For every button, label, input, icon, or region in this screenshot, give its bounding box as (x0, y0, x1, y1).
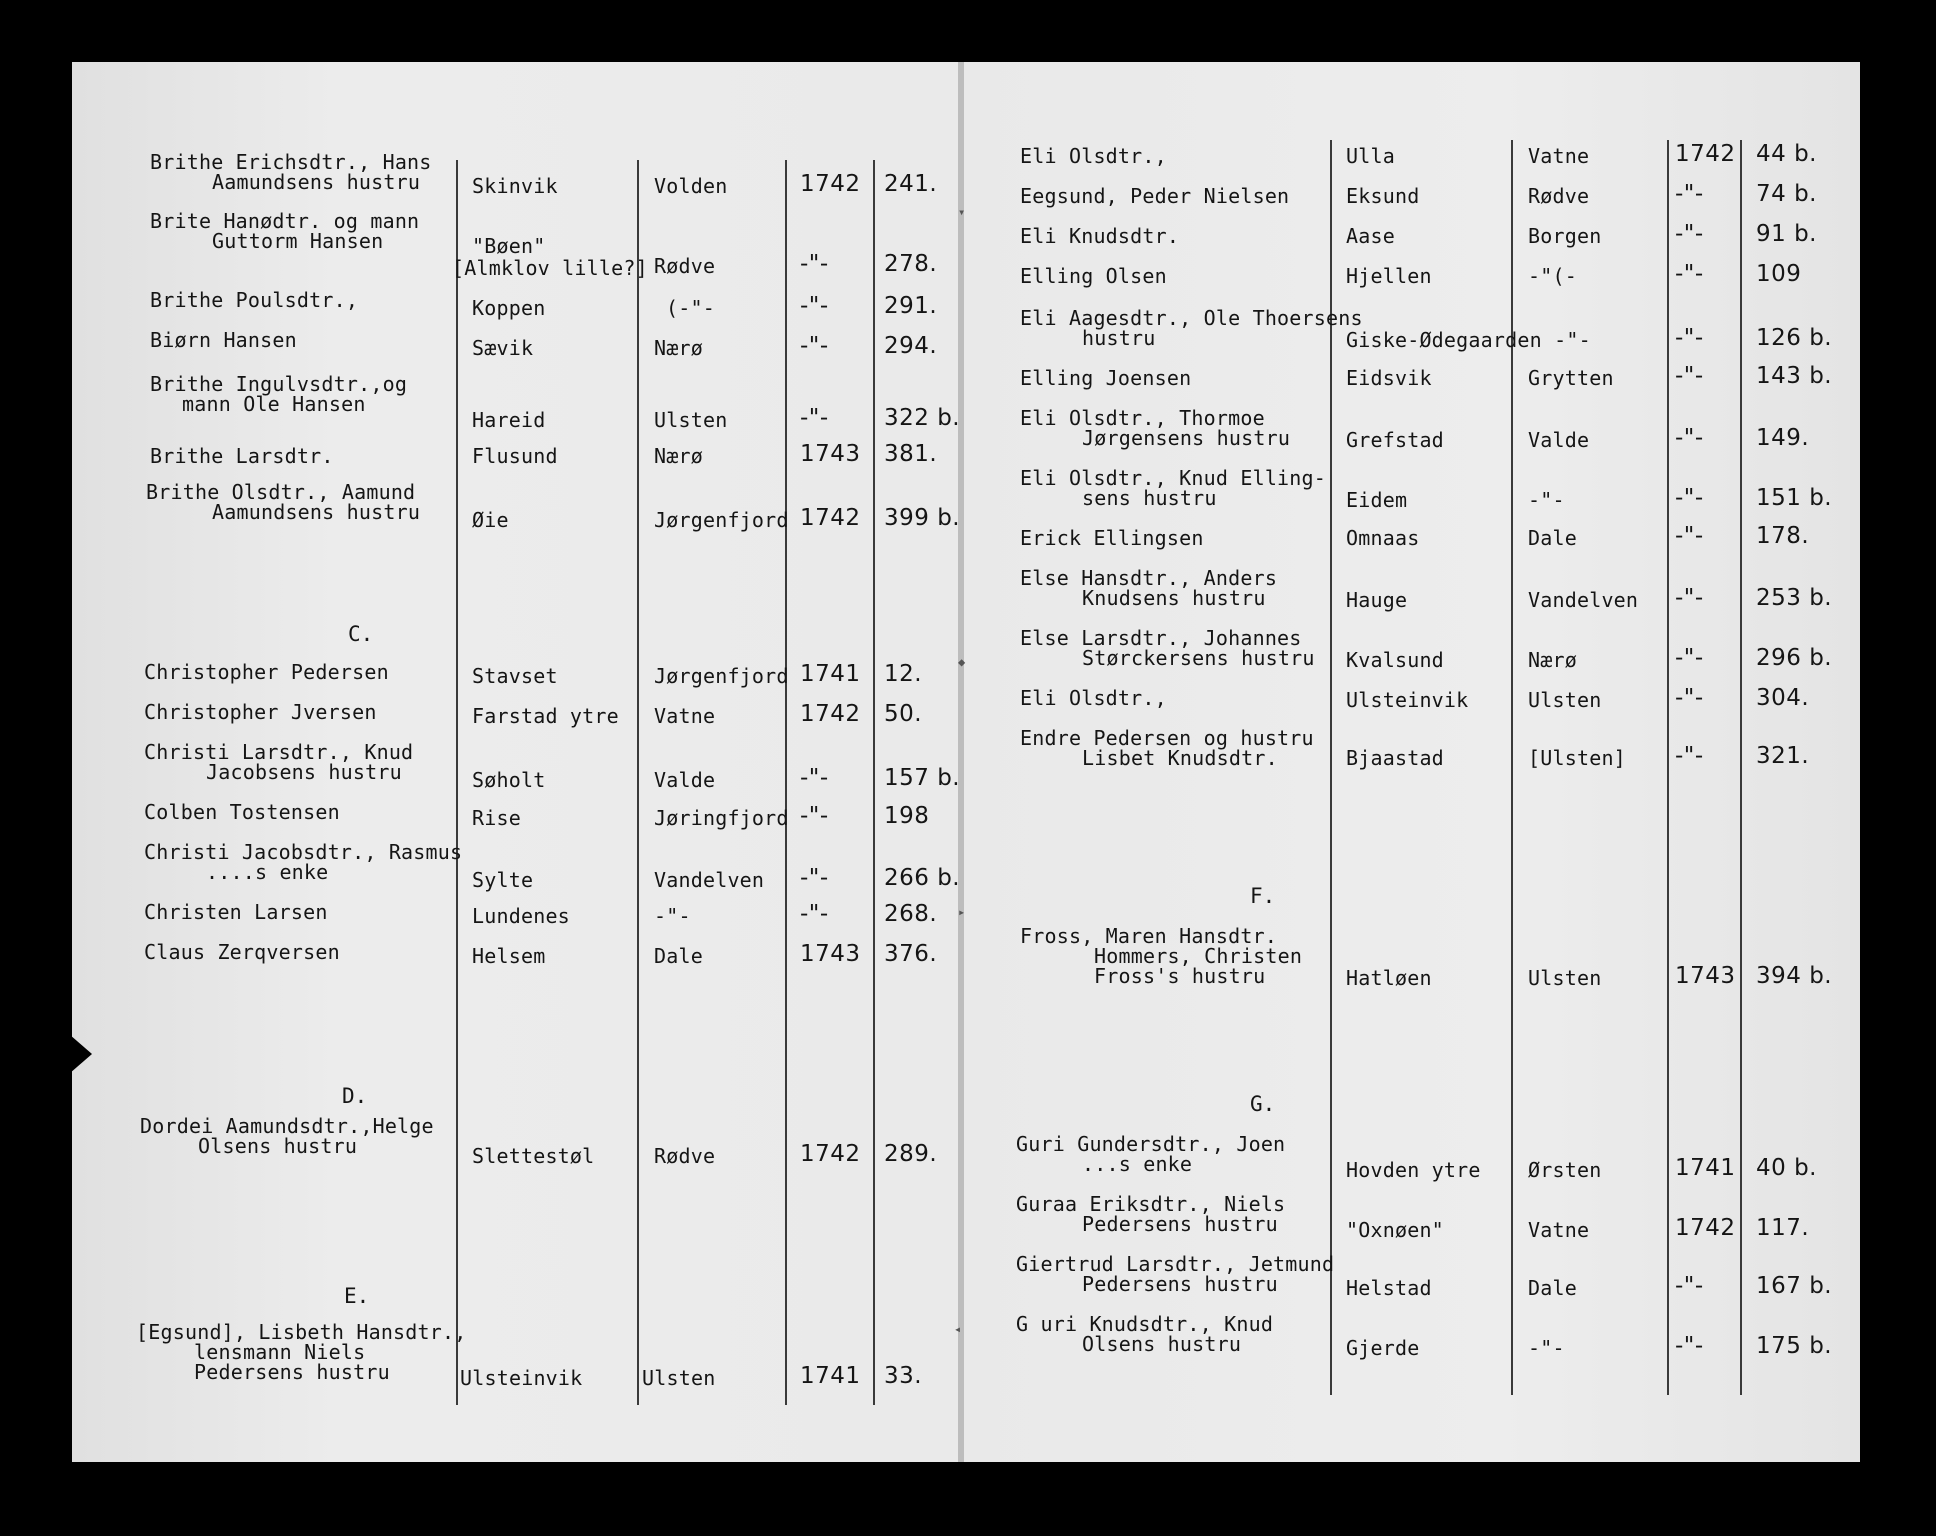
entry-year: 1742 (800, 505, 861, 531)
entry-farm: Flusund (472, 444, 558, 468)
entry-name: Erick Ellingsen (1020, 526, 1204, 550)
entry-farm: Hovden ytre (1346, 1158, 1481, 1182)
entry-parish: (-"- (666, 296, 715, 320)
entry-page: 109 (1756, 261, 1802, 287)
entry-farm: Aase (1346, 224, 1395, 248)
entry-farm: Stavset (472, 664, 558, 688)
entry-name-cont: Olsens hustru (198, 1134, 358, 1158)
entry-parish: Valde (654, 768, 716, 792)
entry-name: Christi Larsdtr., Knud (144, 740, 414, 764)
entry-name-cont: Størckersens hustru (1082, 646, 1315, 670)
entry-name: Giertrud Larsdtr., Jetmund (1016, 1252, 1335, 1276)
page-fold (958, 62, 964, 1462)
entry-page: 149. (1756, 425, 1810, 451)
column-rule (1740, 140, 1742, 1395)
entry-page: 151 b. (1756, 485, 1833, 511)
entry-year: 1743 (800, 441, 861, 467)
entry-parish: Ørsten (1528, 1158, 1602, 1182)
entry-name-cont: Pedersens hustru (194, 1360, 390, 1384)
page-mark: ▾ (958, 205, 966, 219)
entry-parish: Nærø (654, 336, 703, 360)
entry-year: 1742 (800, 701, 861, 727)
entry-name: Eli Olsdtr., (1020, 686, 1167, 710)
page-mark: ◂ (954, 1322, 962, 1336)
entry-farm: Koppen (472, 296, 546, 320)
entry-farm: Hareid (472, 408, 546, 432)
entry-name-cont: mann Ole Hansen (182, 392, 366, 416)
entry-farm: "Bøen" (472, 234, 546, 258)
entry-farm: Helstad (1346, 1276, 1432, 1300)
entry-name-cont: sens hustru (1082, 486, 1217, 510)
column-rule (456, 160, 458, 1405)
entry-year: -"- (1675, 523, 1704, 549)
entry-page: 294. (884, 333, 938, 359)
entry-page: 91 b. (1756, 221, 1817, 247)
entry-year: 1741 (1675, 1155, 1736, 1181)
entry-year: -"- (800, 405, 829, 431)
entry-name: Brithe Larsdtr. (150, 444, 334, 468)
section-letter: D. (342, 1084, 368, 1108)
entry-parish: Dale (1528, 1276, 1577, 1300)
entry-year: -"- (1675, 261, 1704, 287)
entry-page: 117. (1756, 1215, 1810, 1241)
entry-farm: Eidem (1346, 488, 1408, 512)
section-letter: G. (1250, 1092, 1276, 1116)
entry-farm: Eidsvik (1346, 366, 1432, 390)
entry-page: 33. (884, 1363, 923, 1389)
entry-name: Eegsund, Peder Nielsen (1020, 184, 1290, 208)
entry-page: 44 b. (1756, 141, 1817, 167)
entry-name: Elling Olsen (1020, 264, 1167, 288)
entry-farm: Øie (472, 508, 509, 532)
entry-parish: Vatne (1528, 144, 1590, 168)
entry-name: G uri Knudsdtr., Knud (1016, 1312, 1274, 1336)
entry-parish: -"- (1528, 1336, 1565, 1360)
entry-name: Brithe Poulsdtr., (150, 288, 359, 312)
entry-name: Eli Olsdtr., Knud Elling- (1020, 466, 1327, 490)
entry-name: Colben Tostensen (144, 800, 340, 824)
entry-name-cont: ....s enke (206, 860, 329, 884)
entry-name: [Egsund], Lisbeth Hansdtr., (136, 1320, 467, 1344)
entry-parish: Vatne (654, 704, 716, 728)
binding-notch (62, 1028, 92, 1080)
entry-farm: Lundenes (472, 904, 570, 928)
entry-name: Christopher Pedersen (144, 660, 389, 684)
entry-year: 1742 (1675, 141, 1736, 167)
entry-page: 74 b. (1756, 181, 1817, 207)
entry-parish: Volden (654, 174, 728, 198)
entry-farm: Ulsteinvik (460, 1366, 583, 1390)
entry-page: 175 b. (1756, 1333, 1833, 1359)
entry-name: Claus Zerqversen (144, 940, 340, 964)
entry-farm: Ulla (1346, 144, 1395, 168)
entry-page: 40 b. (1756, 1155, 1817, 1181)
entry-name: Eli Olsdtr., (1020, 144, 1167, 168)
column-rule (1667, 140, 1669, 1395)
entry-page: 278. (884, 251, 938, 277)
entry-farm: Hauge (1346, 588, 1408, 612)
entry-page: 268. (884, 901, 938, 927)
entry-page: 253 b. (1756, 585, 1833, 611)
entry-name-cont: Aamundsens hustru (212, 170, 421, 194)
entry-page: 126 b. (1756, 325, 1833, 351)
entry-page: 143 b. (1756, 363, 1833, 389)
section-letter: F. (1250, 884, 1276, 908)
entry-farm: Giske-Ødegaarden -"- (1346, 328, 1591, 352)
entry-parish: Vandelven (1528, 588, 1639, 612)
entry-name-cont: Guttorm Hansen (212, 229, 384, 253)
entry-name: Christopher Jversen (144, 700, 377, 724)
entry-name-cont: hustru (1082, 326, 1156, 350)
entry-farm: Farstad ytre (472, 704, 619, 728)
entry-farm: Rise (472, 806, 521, 830)
entry-year: -"- (1675, 743, 1704, 769)
entry-parish: Dale (1528, 526, 1577, 550)
entry-page: 322 b. (884, 405, 961, 431)
entry-year: -"- (1675, 645, 1704, 671)
entry-page: 12. (884, 661, 923, 687)
entry-page: 291. (884, 293, 938, 319)
entry-page: 381. (884, 441, 938, 467)
entry-farm: Eksund (1346, 184, 1420, 208)
entry-parish: Ulsten (1528, 688, 1602, 712)
entry-name: Eli Knudsdtr. (1020, 224, 1180, 248)
entry-name: Else Larsdtr., Johannes (1020, 626, 1302, 650)
entry-year: -"- (800, 765, 829, 791)
entry-parish: [Ulsten] (1528, 746, 1626, 770)
entry-parish: Vandelven (654, 868, 765, 892)
entry-farm: "Oxnøen" (1346, 1218, 1444, 1242)
entry-year: -"- (800, 293, 829, 319)
entry-page: 50. (884, 701, 923, 727)
entry-parish: Nærø (654, 444, 703, 468)
entry-farm: Grefstad (1346, 428, 1444, 452)
entry-name: Brithe Olsdtr., Aamund (146, 480, 416, 504)
entry-page: 241. (884, 171, 938, 197)
entry-name-cont: Hommers, Christen (1094, 944, 1303, 968)
page-mark: ▸ (958, 905, 966, 919)
entry-year: -"- (1675, 181, 1704, 207)
entry-name-cont: Jacobsens hustru (206, 760, 402, 784)
entry-page: 376. (884, 941, 938, 967)
entry-year: -"- (800, 333, 829, 359)
entry-farm: Slettestøl (472, 1144, 595, 1168)
entry-page: 394 b. (1756, 963, 1833, 989)
entry-parish: Dale (654, 944, 703, 968)
column-rule (873, 160, 875, 1405)
entry-farm: Sævik (472, 336, 534, 360)
entry-year: 1742 (800, 171, 861, 197)
entry-name-cont: Knudsens hustru (1082, 586, 1266, 610)
entry-farm: Hatløen (1346, 966, 1432, 990)
entry-parish: Rødve (1528, 184, 1590, 208)
column-rule (785, 160, 787, 1405)
entry-name: Guraa Eriksdtr., Niels (1016, 1192, 1286, 1216)
entry-name-cont: Olsens hustru (1082, 1332, 1242, 1356)
entry-name: Eli Olsdtr., Thormoe (1020, 406, 1265, 430)
entry-year: 1743 (1675, 963, 1736, 989)
entry-name-cont: Jørgensens hustru (1082, 426, 1291, 450)
entry-year: -"- (1675, 425, 1704, 451)
entry-page: 266 b. (884, 865, 961, 891)
entry-parish: Ulsten (1528, 966, 1602, 990)
entry-farm: Gjerde (1346, 1336, 1420, 1360)
entry-farm: Omnaas (1346, 526, 1420, 550)
entry-farm: Sylte (472, 868, 534, 892)
entry-page: 157 b. (884, 765, 961, 791)
entry-parish: Borgen (1528, 224, 1602, 248)
entry-name: Elling Joensen (1020, 366, 1192, 390)
entry-farm: Helsem (472, 944, 546, 968)
entry-name: Endre Pedersen og hustru (1020, 726, 1314, 750)
entry-name: Christen Larsen (144, 900, 328, 924)
entry-page: 321. (1756, 743, 1810, 769)
entry-year: 1742 (800, 1141, 861, 1167)
entry-farm: Bjaastad (1346, 746, 1444, 770)
entry-parish: Jørgenfjord (654, 664, 789, 688)
entry-parish: Rødve (654, 254, 716, 278)
entry-year: -"- (1675, 585, 1704, 611)
entry-name-cont: Aamundsens hustru (212, 500, 421, 524)
entry-page: 178. (1756, 523, 1810, 549)
entry-name: Dordei Aamundsdtr.,Helge (140, 1114, 434, 1138)
entry-farm: Kvalsund (1346, 648, 1444, 672)
entry-name-cont: ...s enke (1082, 1152, 1193, 1176)
entry-farm: Ulsteinvik (1346, 688, 1469, 712)
section-letter: C. (348, 622, 374, 646)
entry-page: 198 (884, 803, 930, 829)
entry-year: -"- (1675, 325, 1704, 351)
entry-parish: Valde (1528, 428, 1590, 452)
entry-name-cont: Fross's hustru (1094, 964, 1266, 988)
entry-parish: Ulsten (642, 1366, 716, 1390)
entry-farm: Skinvik (472, 174, 558, 198)
entry-parish: Nærø (1528, 648, 1577, 672)
entry-year: -"- (800, 803, 829, 829)
column-rule (637, 160, 639, 1405)
entry-farm: Søholt (472, 768, 546, 792)
entry-year: 1742 (1675, 1215, 1736, 1241)
entry-name: Biørn Hansen (150, 328, 297, 352)
entry-year: -"- (800, 865, 829, 891)
entry-page: 289. (884, 1141, 938, 1167)
entry-year: -"- (1675, 1273, 1704, 1299)
entry-year: -"- (1675, 685, 1704, 711)
entry-parish: -"(- (1528, 264, 1577, 288)
entry-parish: Ulsten (654, 408, 728, 432)
entry-year: -"- (1675, 1333, 1704, 1359)
entry-name: Brithe Erichsdtr., Hans (150, 150, 432, 174)
entry-name: Guri Gundersdtr., Joen (1016, 1132, 1286, 1156)
entry-page: 167 b. (1756, 1273, 1833, 1299)
entry-parish: Jøringfjord (654, 806, 789, 830)
entry-name: Brithe Ingulvsdtr.,og (150, 372, 408, 396)
entry-farm-cont: [Almklov lille?] (452, 256, 648, 280)
entry-name-cont: Pedersens hustru (1082, 1212, 1278, 1236)
entry-parish: Grytten (1528, 366, 1614, 390)
entry-name-cont: Lisbet Knudsdtr. (1082, 746, 1278, 770)
section-letter: E. (344, 1284, 370, 1308)
entry-year: -"- (1675, 221, 1704, 247)
entry-name: Else Hansdtr., Anders (1020, 566, 1278, 590)
entry-year: -"- (1675, 363, 1704, 389)
entry-page: 399 b. (884, 505, 961, 531)
entry-year: -"- (800, 251, 829, 277)
entry-year: 1741 (800, 661, 861, 687)
entry-year: 1741 (800, 1363, 861, 1389)
entry-name: Eli Aagesdtr., Ole Thoersens (1020, 306, 1363, 330)
entry-year: 1743 (800, 941, 861, 967)
entry-farm: Hjellen (1346, 264, 1432, 288)
entry-page: 296 b. (1756, 645, 1833, 671)
entry-parish: Vatne (1528, 1218, 1590, 1242)
entry-name-cont: lensmann Niels (194, 1340, 366, 1364)
entry-page: 304. (1756, 685, 1810, 711)
entry-name: Christi Jacobsdtr., Rasmus (144, 840, 463, 864)
entry-name: Fross, Maren Hansdtr. (1020, 924, 1278, 948)
entry-year: -"- (800, 901, 829, 927)
entry-parish: -"- (1528, 488, 1565, 512)
entry-parish: -"- (654, 904, 691, 928)
entry-parish: Jørgenfjord (654, 508, 789, 532)
entry-year: -"- (1675, 485, 1704, 511)
page-mark: ◆ (958, 655, 966, 669)
entry-name: Brite Hanødtr. og mann (150, 209, 420, 233)
entry-name-cont: Pedersens hustru (1082, 1272, 1278, 1296)
entry-parish: Rødve (654, 1144, 716, 1168)
